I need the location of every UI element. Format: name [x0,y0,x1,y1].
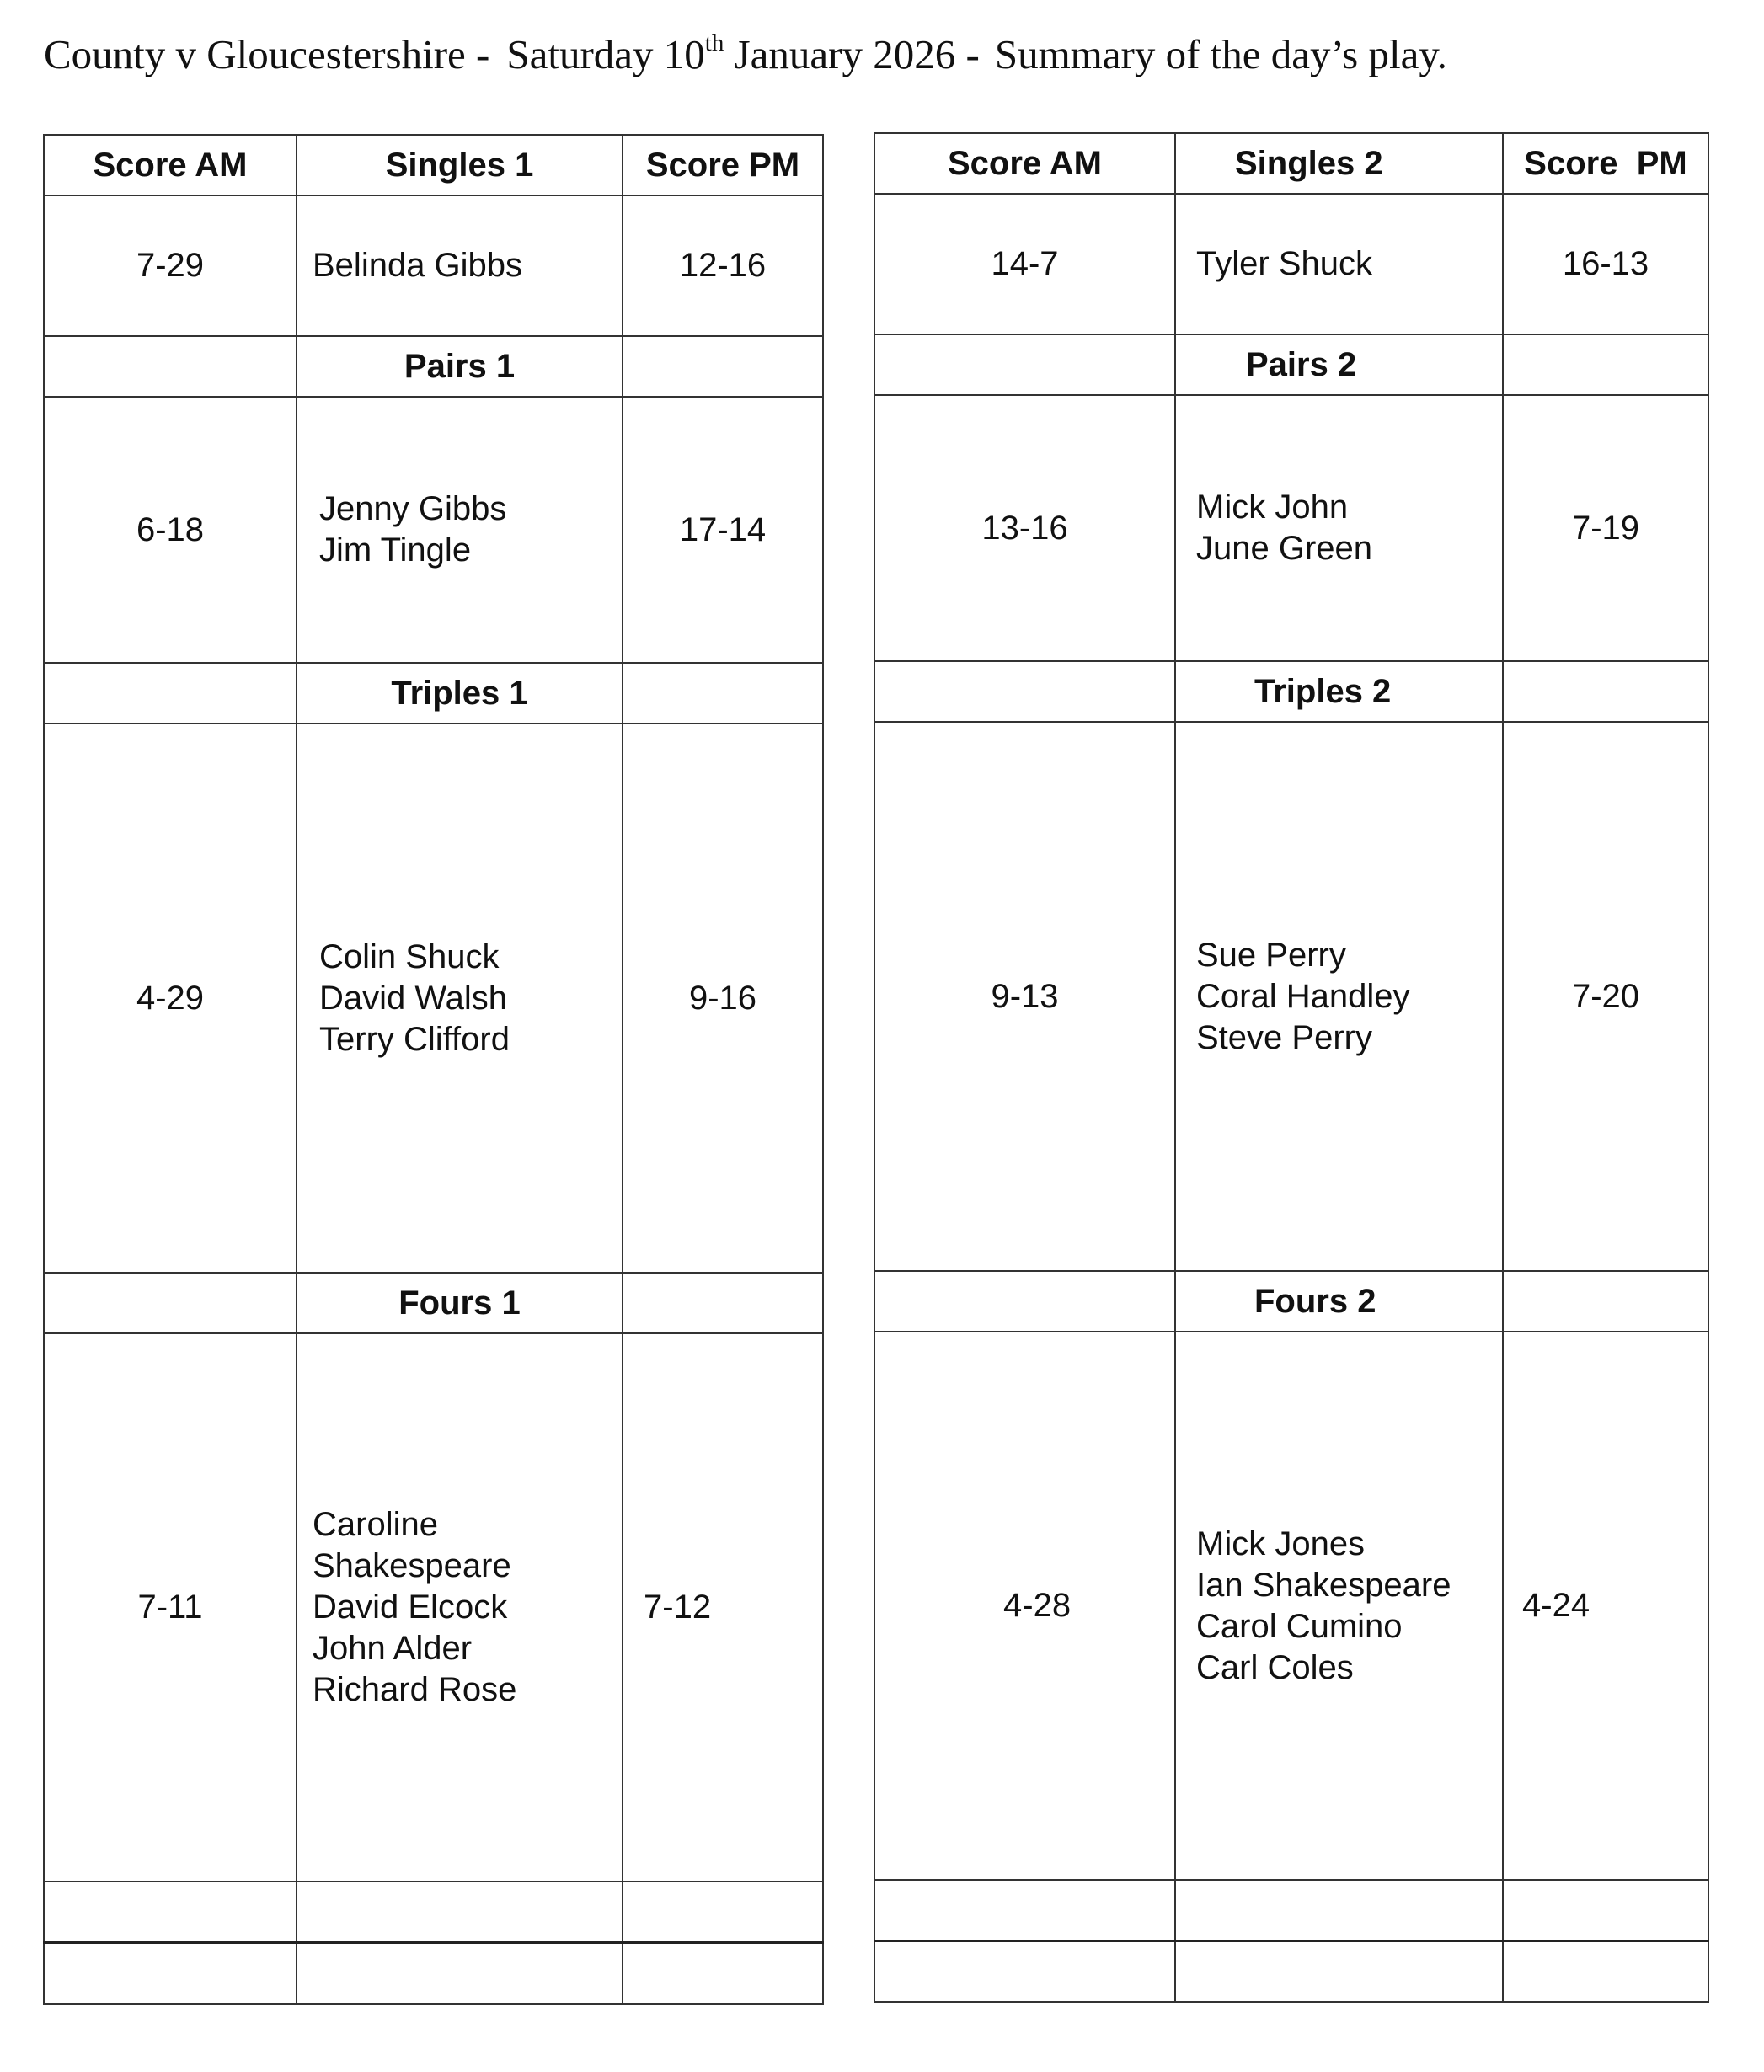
players-cell [297,724,623,1273]
player-name: Shakespeare [313,1547,511,1584]
section-row-pairs-2 [874,334,1708,395]
score-am-cell: 7-11 [44,1333,297,1882]
players-cell [1175,194,1503,334]
score-pm-cell: 12-16 [623,195,823,336]
score-am-cell: 6-18 [44,397,297,663]
score-table-left [43,134,824,2005]
player-name: Caroline [313,1506,438,1543]
score-table-right [874,132,1709,2003]
header-score-pm: Score PM [1503,133,1708,194]
players-cell [297,397,623,663]
page-title [44,30,1729,78]
players-cell [297,1333,623,1882]
blank-row [874,1941,1708,2003]
section-row-triples-1 [44,663,823,724]
score-pm-value: 7-12 [644,1589,712,1626]
score-am-cell [874,1332,1175,1880]
blank-row [44,1882,823,1943]
player-name: Mick Jones [1196,1525,1366,1562]
header-singles-1: Singles 1 [297,135,623,195]
section-title: Triples 2 [1175,661,1503,722]
section-row-fours-1 [44,1273,823,1333]
title-teams: County v Gloucestershire - [44,31,490,77]
player-name: Jenny Gibbs [319,490,507,527]
score-pm-cell [1503,1332,1708,1880]
player-name: Tyler Shuck [1196,245,1372,282]
section-title: Triples 1 [297,663,623,724]
player-name: Belinda Gibbs [313,247,523,284]
header-row [44,135,823,195]
header-score-am: Score AM [874,133,1175,194]
players-cell [1175,1332,1503,1880]
section-row-fours-2 [874,1271,1708,1332]
section-title: Pairs 2 [1175,334,1503,395]
table-row-triples-2 [874,722,1708,1271]
section-row-pairs-1 [44,336,823,397]
score-am-cell: 14-7 [874,194,1175,334]
score-pm-cell: 17-14 [623,397,823,663]
score-am-cell: 13-16 [874,395,1175,661]
table-row-pairs-1 [44,397,823,663]
player-name: Colin Shuck [319,937,500,975]
player-name: Coral Handley [1196,977,1410,1015]
score-am-value: 4-28 [1003,1587,1072,1624]
score-pm-cell: 7-20 [1503,722,1708,1271]
player-name: Steve Perry [1196,1018,1372,1056]
table-row-triples-1 [44,724,823,1273]
score-pm-cell: 9-16 [623,724,823,1273]
player-name: Carl Coles [1196,1648,1354,1686]
player-name: Ian Shakespeare [1196,1566,1451,1604]
players-cell [1175,722,1503,1271]
section-row-triples-2 [874,661,1708,722]
table-row-fours-2 [874,1332,1708,1880]
table-row-fours-1 [44,1333,823,1882]
player-name: Jim Tingle [319,531,472,569]
player-name: John Alder [313,1630,473,1667]
title-date [506,31,979,77]
score-pm-cell: 16-13 [1503,194,1708,334]
title-summary: Summary of the day’s play. [994,31,1447,77]
player-name: Carol Cumino [1196,1607,1403,1645]
score-pm-cell [623,1333,823,1882]
players-cell [1175,395,1503,661]
player-name: Terry Clifford [319,1020,510,1058]
score-pm-cell: 7-19 [1503,395,1708,661]
table-row-singles-1 [44,195,823,336]
header-singles-2: Singles 2 [1175,133,1503,194]
header-row [874,133,1708,194]
player-name: June Green [1196,530,1373,567]
score-am-cell: 9-13 [874,722,1175,1271]
score-am-cell: 7-29 [44,195,297,336]
header-score-am: Score AM [44,135,297,195]
players-cell [297,195,623,336]
score-pm-value: 4-24 [1522,1587,1590,1624]
section-title: Pairs 1 [297,336,623,397]
table-row-singles-2 [874,194,1708,334]
section-title: Fours 2 [1175,1271,1503,1332]
section-title: Fours 1 [297,1273,623,1333]
score-am-cell: 4-29 [44,724,297,1273]
title-date-day: Saturday 10 [506,31,705,77]
player-name: Richard Rose [313,1671,517,1708]
blank-row [44,1943,823,2005]
player-name: David Walsh [319,979,508,1017]
table-row-pairs-2 [874,395,1708,661]
header-score-pm: Score PM [623,135,823,195]
blank-row [874,1880,1708,1941]
player-name: David Elcock [313,1589,508,1626]
title-date-suffix: th [704,29,724,56]
title-date-month-year: January 2026 - [724,31,980,77]
player-name: Mick John [1196,489,1349,526]
player-name: Sue Perry [1196,936,1346,974]
